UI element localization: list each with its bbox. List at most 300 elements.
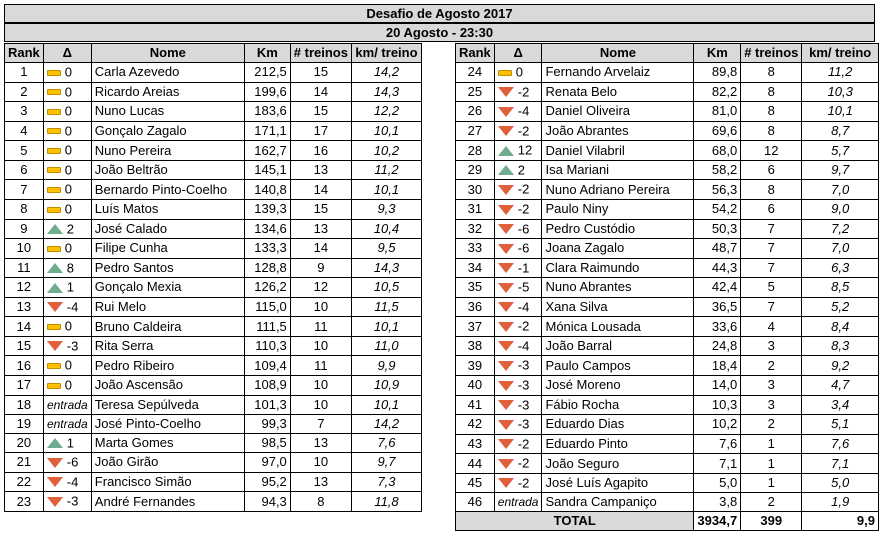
athlete-name: Paulo Niny [542,199,694,219]
athlete-name: Nuno Pereira [91,141,244,161]
triangle-down-icon [498,322,514,332]
athlete-name: Teresa Sepúlveda [91,395,244,414]
treinos-cell: 14 [290,82,351,102]
avg-cell: 4,7 [802,376,879,396]
table-row [456,473,879,493]
delta-cell [43,160,91,180]
table-row [456,376,879,396]
delta-cell [43,82,91,102]
treinos-cell: 13 [290,472,351,492]
triangle-down-icon [47,477,63,487]
km-cell: 162,7 [244,141,290,161]
delta-cell [494,160,542,180]
triangle-up-icon [47,263,63,273]
km-cell: 3,8 [694,493,741,512]
table-row [456,199,879,219]
treinos-cell: 11 [290,317,351,337]
treinos-cell: 8 [741,63,802,83]
rank-cell: 34 [456,258,495,278]
treinos-cell: 7 [741,219,802,239]
rank-cell: 30 [456,180,495,200]
delta-value: -2 [517,201,530,217]
delta-value: -6 [66,454,79,470]
athlete-name: Joana Zagalo [542,239,694,259]
rank-cell: 4 [5,121,44,141]
delta-value: -2 [517,181,530,197]
triangle-up-icon [498,146,514,156]
delta-value: 0 [64,377,73,393]
treinos-cell: 8 [741,121,802,141]
treinos-cell: 7 [741,239,802,259]
treinos-cell: 8 [741,180,802,200]
delta-value: -6 [517,240,530,256]
delta-cell [43,317,91,337]
delta-cell [494,356,542,376]
col-delta-header: Δ [43,44,91,63]
treinos-cell: 7 [741,297,802,317]
athlete-name: Fábio Rocha [542,395,694,415]
triangle-down-icon [498,126,514,136]
treinos-cell: 3 [741,336,802,356]
rank-cell: 46 [456,493,495,512]
avg-cell: 9,7 [802,160,879,180]
dash-icon [47,187,61,193]
avg-cell: 1,9 [802,493,879,512]
delta-value: 0 [64,103,73,119]
athlete-name: Eduardo Pinto [542,434,694,454]
athlete-name: Gonçalo Zagalo [91,121,244,141]
delta-value: 0 [64,64,73,80]
dash-icon [47,363,61,369]
total-avg: 9,9 [802,512,879,531]
delta-value: -4 [66,474,79,490]
treinos-cell: 11 [290,356,351,376]
delta-cell [43,219,91,239]
athlete-name: Renata Belo [542,82,694,102]
avg-cell: 7,6 [351,433,421,453]
km-cell: 81,0 [694,102,741,122]
km-cell: 139,3 [244,199,290,219]
col-avg-header: km/ treino [351,44,421,63]
avg-cell: 10,1 [802,102,879,122]
athlete-name: Isa Mariani [542,160,694,180]
delta-value: -6 [517,221,530,237]
delta-cell [494,278,542,298]
triangle-up-icon [47,283,63,293]
delta-cell [494,63,542,83]
delta-value: -5 [517,279,530,295]
delta-cell [494,473,542,493]
km-cell: 48,7 [694,239,741,259]
avg-cell: 10,5 [351,278,421,298]
triangle-down-icon [498,478,514,488]
athlete-name: Sandra Campaniço [542,493,694,512]
athlete-name: Daniel Vilabril [542,141,694,161]
athlete-name: Pedro Santos [91,258,244,278]
avg-cell: 11,5 [351,297,421,317]
delta-value: -2 [517,123,530,139]
table-row [456,180,879,200]
athlete-name: Ricardo Areias [91,82,244,102]
km-cell: 128,8 [244,258,290,278]
triangle-down-icon [498,439,514,449]
athlete-name: Bruno Caldeira [91,317,244,337]
avg-cell: 5,7 [802,141,879,161]
treinos-cell: 1 [741,434,802,454]
rank-cell: 18 [5,395,44,414]
rank-cell: 10 [5,239,44,259]
km-cell: 7,6 [694,434,741,454]
delta-value: 0 [515,64,524,80]
delta-value: 0 [64,318,73,334]
athlete-name: Xana Silva [542,297,694,317]
delta-cell [43,336,91,356]
treinos-cell: 3 [741,376,802,396]
total-row [456,512,879,531]
delta-cell [494,297,542,317]
athlete-name: André Fernandes [91,492,244,512]
triangle-down-icon [498,302,514,312]
avg-cell: 10,4 [351,219,421,239]
km-cell: 99,3 [244,414,290,433]
rank-cell: 32 [456,219,495,239]
rank-cell: 42 [456,415,495,435]
rank-cell: 21 [5,453,44,473]
delta-value: -2 [517,475,530,491]
delta-value: -3 [66,493,79,509]
delta-cell [43,453,91,473]
km-cell: 56,3 [694,180,741,200]
avg-cell: 11,8 [351,492,421,512]
rank-cell: 31 [456,199,495,219]
col-name-header: Nome [542,44,694,63]
rank-cell: 8 [5,199,44,219]
dash-icon [47,207,61,213]
treinos-cell: 12 [290,278,351,298]
col-rank-header: Rank [5,44,44,63]
table-row [5,160,422,180]
treinos-cell: 13 [290,160,351,180]
dash-icon [47,324,61,330]
athlete-name: Nuno Adriano Pereira [542,180,694,200]
treinos-cell: 1 [741,454,802,474]
km-cell: 97,0 [244,453,290,473]
athlete-name: Mónica Lousada [542,317,694,337]
athlete-name: José Calado [91,219,244,239]
rank-cell: 14 [5,317,44,337]
km-cell: 89,8 [694,63,741,83]
dash-icon [47,383,61,389]
ranking-table-right [455,43,879,531]
treinos-cell: 10 [290,336,351,356]
triangle-down-icon [498,283,514,293]
athlete-name: Fernando Arvelaiz [542,63,694,83]
triangle-down-icon [498,381,514,391]
col-delta-header: Δ [494,44,542,63]
delta-cell [494,434,542,454]
km-cell: 183,6 [244,102,290,122]
dash-icon [47,167,61,173]
km-cell: 18,4 [694,356,741,376]
treinos-cell: 15 [290,102,351,122]
treinos-cell: 2 [741,356,802,376]
km-cell: 58,2 [694,160,741,180]
athlete-name: João Ascensão [91,376,244,396]
rank-cell: 7 [5,180,44,200]
delta-cell [494,415,542,435]
triangle-down-icon [498,224,514,234]
triangle-down-icon [498,361,514,371]
rank-cell: 40 [456,376,495,396]
triangle-up-icon [498,165,514,175]
km-cell: 133,3 [244,239,290,259]
rank-cell: 11 [5,258,44,278]
treinos-cell: 16 [290,141,351,161]
avg-cell: 9,3 [351,199,421,219]
delta-cell [43,297,91,317]
triangle-down-icon [47,302,63,312]
avg-cell: 7,0 [802,239,879,259]
rank-cell: 43 [456,434,495,454]
delta-cell [494,219,542,239]
rank-cell: 29 [456,160,495,180]
athlete-name: Francisco Simão [91,472,244,492]
treinos-cell: 10 [290,395,351,414]
table-row [456,121,879,141]
table-row [5,258,422,278]
avg-cell: 9,2 [802,356,879,376]
avg-cell: 7,0 [802,180,879,200]
treinos-cell: 7 [741,258,802,278]
athlete-name: Nuno Lucas [91,102,244,122]
km-cell: 7,1 [694,454,741,474]
avg-cell: 11,2 [351,160,421,180]
athlete-name: Clara Raimundo [542,258,694,278]
table-row [5,239,422,259]
triangle-down-icon [498,341,514,351]
avg-cell: 10,1 [351,395,421,414]
table-row [5,317,422,337]
rank-cell: 25 [456,82,495,102]
col-treinos-header: # treinos [290,44,351,63]
km-cell: 212,5 [244,63,290,83]
treinos-cell: 10 [290,376,351,396]
delta-value: 1 [66,279,75,295]
km-cell: 94,3 [244,492,290,512]
rank-cell: 5 [5,141,44,161]
athlete-name: Marta Gomes [91,433,244,453]
avg-cell: 7,3 [351,472,421,492]
rank-cell: 41 [456,395,495,415]
triangle-down-icon [47,341,63,351]
km-cell: 110,3 [244,336,290,356]
athlete-name: Rita Serra [91,336,244,356]
delta-value: 0 [64,358,73,373]
table-row [456,63,879,83]
table-row [456,258,879,278]
rank-cell: 13 [5,297,44,317]
table-row [5,63,422,83]
delta-value: 0 [64,84,73,100]
km-cell: 109,4 [244,356,290,376]
triangle-down-icon [498,107,514,117]
athlete-name: José Luís Agapito [542,473,694,493]
delta-cell [494,317,542,337]
treinos-cell: 15 [290,199,351,219]
delta-value: -3 [517,358,530,373]
avg-cell: 9,5 [351,239,421,259]
delta-cell [43,239,91,259]
delta-cell [43,492,91,512]
triangle-down-icon [498,87,514,97]
avg-cell: 11,2 [802,63,879,83]
athlete-name: João Abrantes [542,121,694,141]
treinos-cell: 15 [290,63,351,83]
table-row [456,356,879,376]
km-cell: 111,5 [244,317,290,337]
treinos-cell: 13 [290,219,351,239]
delta-entry-label: entrada [43,395,91,414]
table-row [5,395,422,414]
treinos-cell: 8 [290,492,351,512]
delta-value: -1 [517,260,530,276]
table-row [5,472,422,492]
athlete-name: Pedro Custódio [542,219,694,239]
col-treinos-header: # treinos [741,44,802,63]
rank-cell: 27 [456,121,495,141]
rank-cell: 1 [5,63,44,83]
table-row [5,297,422,317]
rank-cell: 45 [456,473,495,493]
table-row [456,160,879,180]
report-title: Desafio de Agosto 2017 [4,4,875,23]
avg-cell: 8,7 [802,121,879,141]
delta-value: -4 [517,103,530,119]
table-row [456,454,879,474]
avg-cell: 12,2 [351,102,421,122]
treinos-cell: 5 [741,278,802,298]
rank-cell: 3 [5,102,44,122]
delta-cell [43,199,91,219]
rank-cell: 23 [5,492,44,512]
table-row [5,141,422,161]
rank-cell: 33 [456,239,495,259]
table-row [456,82,879,102]
km-cell: 140,8 [244,180,290,200]
treinos-cell: 13 [290,433,351,453]
table-row [456,415,879,435]
delta-cell [43,472,91,492]
table-row [456,102,879,122]
athlete-name: Luís Matos [91,199,244,219]
rank-cell: 36 [456,297,495,317]
km-cell: 10,3 [694,395,741,415]
avg-cell: 10,1 [351,317,421,337]
delta-value: 1 [66,435,75,451]
rank-cell: 35 [456,278,495,298]
rank-cell: 19 [5,414,44,433]
dash-icon [47,89,61,95]
col-rank-header: Rank [456,44,495,63]
delta-cell [494,141,542,161]
delta-value: -2 [517,455,530,471]
table-row [5,492,422,512]
table-row [5,219,422,239]
treinos-cell: 14 [290,180,351,200]
avg-cell: 9,0 [802,199,879,219]
athlete-name: João Seguro [542,454,694,474]
delta-value: 0 [64,123,73,139]
table-row [5,414,422,433]
rank-cell: 37 [456,317,495,337]
km-cell: 5,0 [694,473,741,493]
delta-value: -2 [517,318,530,334]
delta-cell [43,433,91,453]
athlete-name: José Moreno [542,376,694,396]
delta-cell [494,258,542,278]
delta-entry-label: entrada [494,493,542,512]
delta-cell [494,239,542,259]
dash-icon [47,148,61,154]
treinos-cell: 10 [290,297,351,317]
avg-cell: 5,1 [802,415,879,435]
ranking-table-left [4,43,422,512]
table-row [5,278,422,298]
table-header-row [456,44,879,63]
avg-cell: 14,3 [351,82,421,102]
delta-cell [43,141,91,161]
km-cell: 115,0 [244,297,290,317]
athlete-name: José Pinto-Coelho [91,414,244,433]
avg-cell: 7,1 [802,454,879,474]
treinos-cell: 6 [741,199,802,219]
rank-cell: 12 [5,278,44,298]
athlete-name: João Barral [542,336,694,356]
km-cell: 101,3 [244,395,290,414]
avg-cell: 14,2 [351,414,421,433]
rank-cell: 22 [5,472,44,492]
delta-value: -3 [517,416,530,432]
triangle-up-icon [47,438,63,448]
delta-cell [494,82,542,102]
table-row [456,141,879,161]
delta-cell [494,180,542,200]
table-row [456,317,879,337]
athlete-name: Nuno Abrantes [542,278,694,298]
km-cell: 108,9 [244,376,290,396]
athlete-name: Carla Azevedo [91,63,244,83]
avg-cell: 5,0 [802,473,879,493]
athlete-name: Gonçalo Mexia [91,278,244,298]
rank-cell: 2 [5,82,44,102]
delta-value: 12 [517,142,533,158]
km-cell: 82,2 [694,82,741,102]
avg-cell: 10,9 [351,376,421,396]
athlete-name: Filipe Cunha [91,239,244,259]
delta-value: 0 [64,162,73,178]
avg-cell: 10,1 [351,180,421,200]
km-cell: 68,0 [694,141,741,161]
rank-cell: 9 [5,219,44,239]
treinos-cell: 9 [290,258,351,278]
table-row [5,356,422,376]
delta-value: 2 [517,162,526,178]
km-cell: 14,0 [694,376,741,396]
km-cell: 126,2 [244,278,290,298]
delta-value: -3 [517,397,530,413]
delta-value: 0 [64,201,73,217]
delta-value: -3 [517,377,530,393]
